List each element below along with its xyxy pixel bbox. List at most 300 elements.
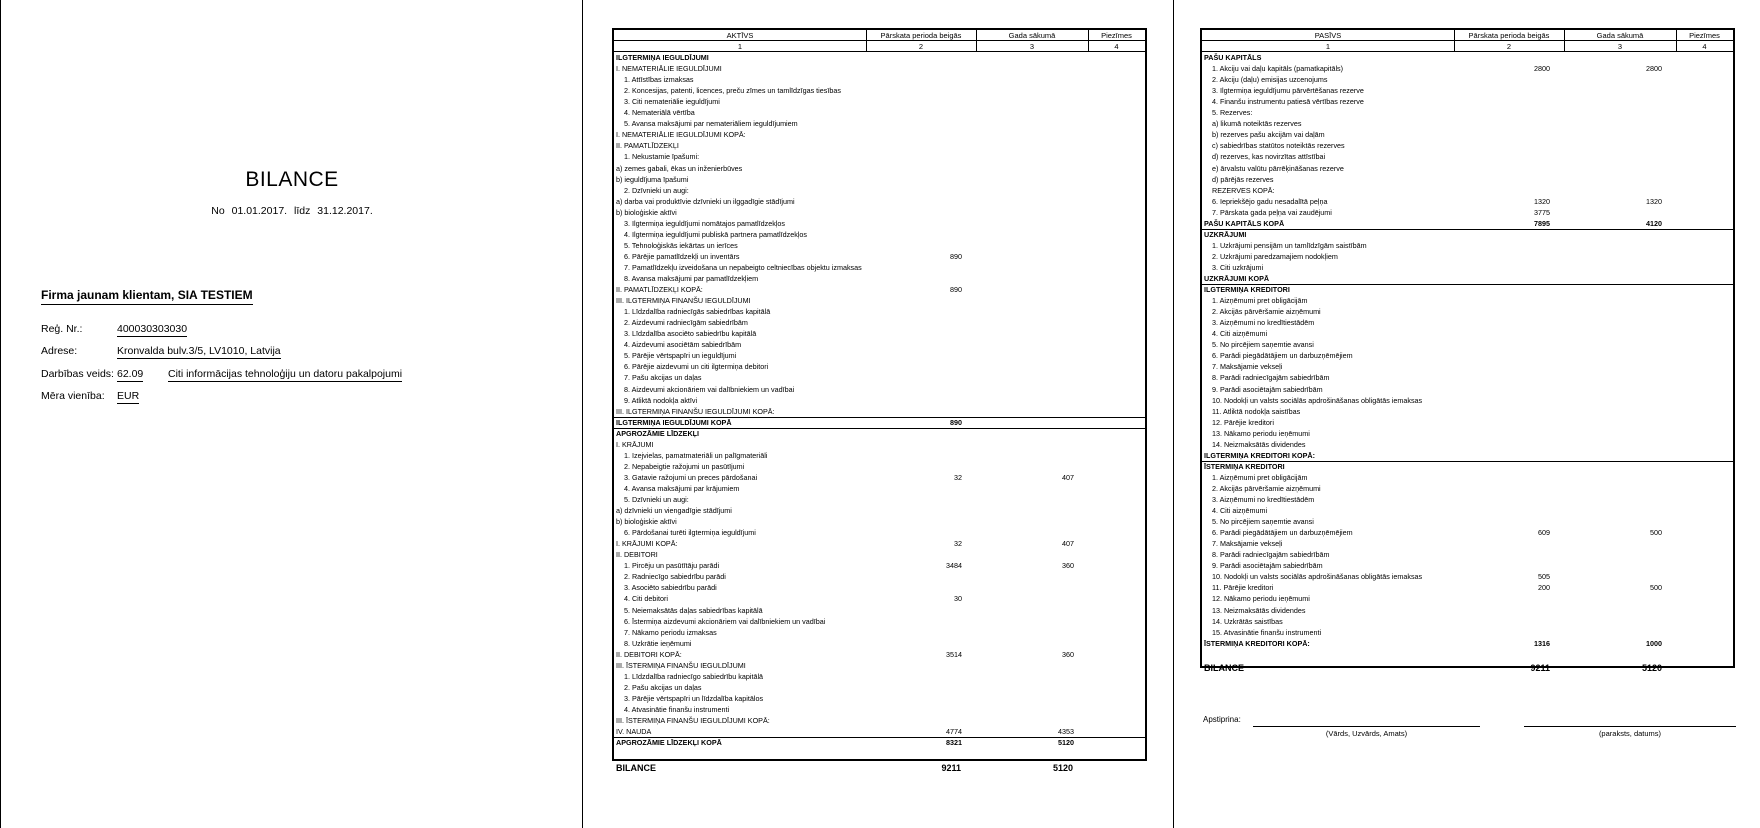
liabilities-total-label: BILANCE bbox=[1204, 663, 1244, 673]
value-period-end: 8321 bbox=[946, 738, 962, 748]
table-row bbox=[1202, 616, 1733, 627]
assets-number-row bbox=[614, 41, 1145, 52]
table-row bbox=[1202, 196, 1733, 207]
row-label: III. ĪSTERMIŅA FINANŠU IEGULDĪJUMI KOPĀ: bbox=[616, 716, 770, 725]
table-row bbox=[1202, 284, 1733, 295]
row-label: 6. Pārdošanai turēti ilgtermiņa ieguldījumi bbox=[624, 528, 756, 538]
value-period-end: 3484 bbox=[946, 561, 962, 571]
table-row bbox=[1202, 582, 1733, 593]
table-row bbox=[614, 372, 1145, 383]
row-label: 12. Nākamo periodu ieņēmumi bbox=[1212, 594, 1310, 604]
row-label: 1. Līdzdalība radniecīgās sabiedrības kapitālā bbox=[624, 307, 771, 317]
row-label: 6. Parādi piegādātājiem un darbuzņēmējiem bbox=[1212, 351, 1353, 361]
value-year-start: 360 bbox=[1062, 561, 1074, 571]
table-row bbox=[1202, 96, 1733, 107]
liabilities-num-4: 4 bbox=[1702, 42, 1707, 51]
row-label: b) ieguldījuma īpašumi bbox=[616, 174, 689, 184]
value-year-start: 2800 bbox=[1646, 64, 1662, 74]
table-row bbox=[1202, 395, 1733, 406]
unit-value: EUR bbox=[117, 390, 140, 402]
liabilities-col-notes: Piezīmes bbox=[1689, 31, 1720, 40]
value-year-start: 5120 bbox=[1058, 738, 1074, 748]
row-label: 1. Aizņēmumi pret obligācijām bbox=[1212, 472, 1308, 482]
row-label: ILGTERMIŅA IEGULDĪJUMI bbox=[616, 53, 709, 62]
table-row bbox=[1202, 472, 1733, 483]
row-label: 3. Gatavie ražojumi un preces pārdošanai bbox=[624, 472, 758, 482]
liabilities-total-start: 5120 bbox=[1641, 663, 1662, 673]
table-row bbox=[1202, 450, 1733, 461]
table-row bbox=[614, 660, 1145, 671]
table-row bbox=[1202, 262, 1733, 273]
row-label: 4. Finanšu instrumentu patiesā vērtības rezerve bbox=[1212, 97, 1364, 107]
row-label: 13. Neizmaksātās dividendes bbox=[1212, 605, 1306, 615]
table-row bbox=[614, 649, 1145, 660]
row-label: 2. Pašu akcijas un daļas bbox=[624, 682, 702, 692]
row-label: 3. Aizņēmumi no kredītiestādēm bbox=[1212, 318, 1315, 328]
table-row bbox=[1202, 538, 1733, 549]
table-row bbox=[614, 560, 1145, 571]
table-row bbox=[614, 96, 1145, 107]
document-title: BILANCE bbox=[245, 168, 339, 191]
assets-page bbox=[582, 0, 1173, 828]
row-label: 2. Akciju (daļu) emisijas uzcenojums bbox=[1212, 75, 1328, 85]
table-row bbox=[614, 151, 1145, 162]
row-label: IV. NAUDA bbox=[616, 727, 652, 737]
row-label: 5. Neiemaksātās daļas sabiedrības kapitālā bbox=[624, 605, 763, 615]
row-label: 2. Nepabeigtie ražojumi un pasūtījumi bbox=[624, 461, 745, 471]
table-row bbox=[614, 483, 1145, 494]
table-row bbox=[614, 527, 1145, 538]
row-label: 1. Attīstības izmaksas bbox=[624, 75, 694, 85]
company-name: Firma jaunam klientam, SIA TESTIEM bbox=[41, 288, 253, 305]
table-row bbox=[1202, 605, 1733, 616]
table-row bbox=[614, 571, 1145, 582]
table-row bbox=[614, 306, 1145, 317]
table-row bbox=[614, 638, 1145, 649]
row-label: 2. Radniecīgo sabiedrību parādi bbox=[624, 572, 726, 582]
row-label: 3. Ilgtermiņa ieguldījumi nomātajos pamatlīdzekļos bbox=[624, 218, 785, 228]
value-year-start: 500 bbox=[1650, 583, 1662, 593]
table-row bbox=[1202, 638, 1733, 649]
row-label: ĪSTERMIŅA KREDITORI bbox=[1204, 461, 1285, 471]
table-row bbox=[1202, 85, 1733, 96]
value-period-end: 2800 bbox=[1534, 64, 1550, 74]
row-label: 3. Aizņēmumi no kredītiestādēm bbox=[1212, 495, 1315, 504]
table-row bbox=[614, 229, 1145, 240]
table-row bbox=[614, 704, 1145, 715]
row-label: e) ārvalstu valūtu pārrēķināšanas rezerve bbox=[1212, 163, 1344, 173]
row-label: 3. Līdzdalība asociēto sabiedrību kapitālā bbox=[624, 329, 757, 339]
table-row bbox=[614, 505, 1145, 516]
liabilities-col-end: Pārskata perioda beigās bbox=[1468, 31, 1550, 40]
liabilities-header-row bbox=[1202, 30, 1733, 41]
table-row bbox=[1202, 372, 1733, 383]
period-to: 31.12.2017. bbox=[317, 205, 373, 217]
row-label: II. PAMATLĪDZEKĻI bbox=[616, 141, 679, 151]
table-row bbox=[1202, 428, 1733, 439]
row-label: 2. Aizdevumi radniecīgām sabiedrībām bbox=[624, 318, 748, 328]
assets-table bbox=[612, 28, 1147, 761]
table-row bbox=[1202, 107, 1733, 118]
table-row bbox=[614, 671, 1145, 682]
table-row bbox=[1202, 63, 1733, 74]
row-label: APGROZĀMIE LĪDZEKĻI KOPĀ bbox=[616, 738, 722, 748]
table-row bbox=[1202, 549, 1733, 560]
table-row bbox=[1202, 129, 1733, 140]
table-row bbox=[1202, 229, 1733, 240]
assets-col-end: Pārskata perioda beigās bbox=[880, 31, 962, 40]
row-label: 4. Avansa maksājumi par krājumiem bbox=[624, 483, 740, 493]
row-label: 1. Izejvielas, pamatmateriāli un palīgmateriāli bbox=[624, 450, 768, 460]
table-row bbox=[614, 273, 1145, 284]
table-row bbox=[614, 516, 1145, 527]
sign-name-caption: (Vārds, Uzvārds, Amats) bbox=[1325, 729, 1408, 738]
assets-col-start: Gada sākumā bbox=[1008, 31, 1056, 40]
row-label: 2. Dzīvnieki un augi: bbox=[624, 185, 689, 195]
value-period-end: 200 bbox=[1538, 583, 1550, 593]
table-row bbox=[614, 185, 1145, 196]
table-row bbox=[614, 129, 1145, 140]
row-label: b) bioloģiskie aktīvi bbox=[616, 517, 677, 527]
table-row bbox=[1202, 494, 1733, 505]
row-label: 6. Pārējie pamatlīdzekļi un inventārs bbox=[624, 251, 740, 261]
assets-col-title: AKTĪVS bbox=[726, 31, 754, 40]
table-row bbox=[614, 118, 1145, 129]
table-row bbox=[614, 726, 1145, 737]
row-label: II. DEBITORI bbox=[616, 550, 658, 560]
row-label: 8. Parādi radniecīgajām sabiedrībām bbox=[1212, 373, 1330, 383]
row-label: I. KRĀJUMI bbox=[616, 439, 654, 449]
row-label: 3. Citi uzkrājumi bbox=[1212, 262, 1264, 272]
row-label: 10. Nodokļi un valsts sociālās apdrošināšanas obligātās iemaksas bbox=[1212, 395, 1423, 405]
value-period-end: 890 bbox=[950, 285, 962, 295]
row-label: 6. Parādi piegādātājiem un darbuzņēmējiem bbox=[1212, 528, 1353, 538]
row-label: 5. No pircējiem saņemtie avansi bbox=[1212, 340, 1314, 350]
row-label: 1. Līdzdalība radniecīgo sabiedrību kapitālā bbox=[624, 671, 764, 681]
row-label: 11. Pārējie kreditori bbox=[1212, 583, 1274, 593]
row-label: REZERVES KOPĀ: bbox=[1212, 185, 1275, 195]
row-label: II. DEBITORI KOPĀ: bbox=[616, 649, 682, 659]
table-row bbox=[614, 439, 1145, 450]
assets-header-row bbox=[614, 30, 1145, 41]
liabilities-num-1: 1 bbox=[1325, 42, 1331, 51]
reporting-period bbox=[1, 205, 583, 217]
row-label: 4. Nemateriālā vērtība bbox=[624, 108, 695, 118]
assets-total-start: 5120 bbox=[1052, 763, 1073, 773]
row-label: 9. Parādi asociētajām sabiedrībām bbox=[1212, 561, 1323, 571]
row-label: d) pārējās rezerves bbox=[1212, 174, 1274, 184]
table-row bbox=[614, 627, 1145, 638]
row-label: 9. Parādi asociētajām sabiedrībām bbox=[1212, 384, 1323, 394]
row-label: 5. Dzīvnieki un augi: bbox=[624, 495, 689, 504]
period-from-label: No bbox=[211, 205, 225, 217]
row-label: I. NEMATERIĀLIE IEGULDĪJUMI KOPĀ: bbox=[616, 130, 746, 140]
period-to-label: līdz bbox=[294, 205, 311, 217]
row-label: 14. Uzkrātās saistības bbox=[1212, 616, 1283, 626]
row-label: III. ĪSTERMIŅA FINANŠU IEGULDĪJUMI bbox=[616, 660, 746, 670]
row-label: 5. Pārējie vērtspapīri un ieguldījumi bbox=[624, 351, 737, 361]
liabilities-number-row bbox=[1202, 41, 1733, 52]
value-year-start: 500 bbox=[1650, 528, 1662, 538]
table-row bbox=[614, 350, 1145, 361]
row-label: 7. Pašu akcijas un daļas bbox=[624, 373, 702, 383]
row-label: UZKRĀJUMI KOPĀ bbox=[1204, 274, 1270, 283]
liabilities-total-end: 9211 bbox=[1530, 663, 1550, 673]
period-from: 01.01.2017. bbox=[231, 205, 288, 217]
row-label: 4. Aizdevumi asociētām sabiedrībām bbox=[624, 340, 742, 350]
table-row bbox=[614, 339, 1145, 350]
row-label: 6. Iepriekšējo gadu nesadalītā peļņa bbox=[1212, 196, 1328, 206]
row-label: 8. Uzkrātie ieņēmumi bbox=[624, 638, 692, 648]
table-row bbox=[614, 682, 1145, 693]
table-row bbox=[614, 693, 1145, 704]
row-label: 13. Nākamo periodu ieņēmumi bbox=[1212, 428, 1310, 438]
liabilities-num-2: 2 bbox=[1506, 42, 1512, 51]
row-label: ILGTERMIŅA IEGULDĪJUMI KOPĀ bbox=[616, 417, 732, 427]
table-row bbox=[614, 605, 1145, 616]
value-period-end: 7895 bbox=[1534, 218, 1550, 228]
table-row bbox=[614, 417, 1145, 428]
table-row bbox=[1202, 251, 1733, 262]
table-row bbox=[1202, 151, 1733, 162]
table-row bbox=[614, 472, 1145, 483]
liabilities-table bbox=[1200, 28, 1735, 668]
row-label: 2. Akcijās pārvēršamie aizņēmumi bbox=[1212, 307, 1321, 317]
row-label: PAŠU KAPITĀLS KOPĀ bbox=[1204, 218, 1285, 228]
table-row bbox=[1202, 295, 1733, 306]
table-row bbox=[1202, 174, 1733, 185]
row-label: UZKRĀJUMI bbox=[1204, 229, 1247, 239]
row-label: 7. Maksājamie vekseļi bbox=[1212, 539, 1283, 549]
table-row bbox=[1202, 273, 1733, 284]
approve-label: Apstiprina: bbox=[1203, 715, 1241, 724]
table-row bbox=[614, 328, 1145, 339]
row-label: a) zemes gabali, ēkas un inženierbūves bbox=[616, 163, 743, 173]
sign-date-caption: (paraksts, datums) bbox=[1598, 729, 1662, 738]
row-label: 2. Uzkrājumi paredzamajiem nodokļiem bbox=[1212, 251, 1338, 261]
row-label: 8. Avansa maksājumi par pamatlīdzekļiem bbox=[624, 274, 759, 283]
table-row bbox=[614, 218, 1145, 229]
row-label: 1. Aizņēmumi pret obligācijām bbox=[1212, 296, 1308, 306]
assets-num-2: 2 bbox=[918, 42, 924, 51]
address-label: Adrese: bbox=[41, 345, 78, 357]
row-label: III. ILGTERMIŅA FINANŠU IEGULDĪJUMI bbox=[616, 296, 751, 306]
row-label: 7. Pārskata gada peļņa vai zaudējumi bbox=[1212, 207, 1332, 217]
row-label: 3. Asociēto sabiedrību parādi bbox=[624, 583, 717, 593]
table-row bbox=[1202, 560, 1733, 571]
row-label: 1. Akciju vai daļu kapitāls (pamatkapitāls) bbox=[1212, 64, 1344, 74]
table-row bbox=[614, 406, 1145, 417]
row-label: 3. Pārējie vērtspapīri un līdzdalība kapitālos bbox=[624, 693, 764, 703]
table-row bbox=[614, 593, 1145, 604]
table-row bbox=[614, 74, 1145, 85]
table-row bbox=[1202, 417, 1733, 428]
table-row bbox=[614, 140, 1145, 151]
table-row bbox=[614, 538, 1145, 549]
title-page bbox=[0, 0, 582, 828]
table-row bbox=[1202, 461, 1733, 472]
unit-label: Mēra vienība: bbox=[41, 390, 105, 402]
table-row bbox=[1202, 240, 1733, 251]
table-row bbox=[1202, 140, 1733, 151]
table-row bbox=[614, 295, 1145, 306]
table-row bbox=[1202, 439, 1733, 450]
table-row bbox=[1202, 527, 1733, 538]
value-period-end: 3514 bbox=[946, 649, 962, 659]
address-value: Kronvalda bulv.3/5, LV1010, Latvija bbox=[117, 345, 281, 357]
row-label: 4. Citi aizņēmumi bbox=[1212, 506, 1268, 516]
row-label: I. KRĀJUMI KOPĀ: bbox=[616, 539, 678, 549]
value-period-end: 32 bbox=[954, 539, 962, 549]
row-label: a) darba vai produktīvie dzīvnieki un ilggadīgie stādījumi bbox=[616, 196, 795, 206]
row-label: 7. Maksājamie vekseļi bbox=[1212, 362, 1283, 372]
table-row bbox=[1202, 505, 1733, 516]
row-label: a) dzīvnieki un viengadīgie stādījumi bbox=[616, 506, 732, 516]
row-label: 11. Atliktā nodokļa saistības bbox=[1212, 406, 1301, 416]
table-row bbox=[1202, 118, 1733, 129]
table-row bbox=[614, 240, 1145, 251]
table-row bbox=[1202, 74, 1733, 85]
row-label: 2. Akcijās pārvēršamie aizņēmumi bbox=[1212, 483, 1321, 493]
assets-total-label: BILANCE bbox=[616, 763, 656, 773]
table-row bbox=[1202, 571, 1733, 582]
value-period-end: 890 bbox=[950, 417, 962, 427]
table-row bbox=[1202, 361, 1733, 372]
table-row bbox=[1202, 516, 1733, 527]
row-label: 9. Atliktā nodokļa aktīvi bbox=[624, 395, 698, 405]
table-row bbox=[1202, 306, 1733, 317]
value-year-start: 407 bbox=[1062, 472, 1074, 482]
assets-col-notes: Piezīmes bbox=[1101, 31, 1132, 40]
row-label: ILGTERMIŅA KREDITORI bbox=[1204, 285, 1290, 295]
table-row bbox=[1202, 627, 1733, 638]
row-label: 5. Rezerves: bbox=[1212, 108, 1253, 118]
liabilities-col-title: PASĪVS bbox=[1314, 31, 1342, 40]
table-row bbox=[614, 262, 1145, 273]
row-label: ĪSTERMIŅA KREDITORI KOPĀ: bbox=[1204, 638, 1310, 648]
row-label: 1. Pircēju un pasūtītāju parādi bbox=[624, 561, 720, 571]
row-label: 5. Avansa maksājumi par nemateriāliem ieguldījumiem bbox=[624, 119, 798, 129]
table-row bbox=[614, 549, 1145, 560]
row-label: b) bioloģiskie aktīvi bbox=[616, 207, 677, 217]
table-row bbox=[1202, 483, 1733, 494]
row-label: ILGTERMIŅA KREDITORI KOPĀ: bbox=[1204, 450, 1316, 460]
table-row bbox=[614, 461, 1145, 472]
table-row bbox=[614, 582, 1145, 593]
value-year-start: 360 bbox=[1062, 649, 1074, 659]
table-row bbox=[614, 207, 1145, 218]
table-row bbox=[1202, 350, 1733, 361]
row-label: 6. Īstermiņa aizdevumi akcionāriem vai dalībniekiem un vadībai bbox=[624, 616, 826, 626]
row-label: 4. Citi debitori bbox=[624, 594, 668, 604]
table-row bbox=[614, 284, 1145, 295]
row-label: 3. Ilgtermiņa ieguldījumu pārvērtēšanas rezerve bbox=[1212, 86, 1364, 96]
table-row bbox=[614, 384, 1145, 395]
assets-num-4: 4 bbox=[1114, 42, 1119, 51]
assets-num-1: 1 bbox=[737, 42, 743, 51]
table-row bbox=[614, 196, 1145, 207]
table-row bbox=[1202, 593, 1733, 604]
table-row bbox=[1202, 328, 1733, 339]
sign-name-line bbox=[1253, 726, 1480, 727]
table-row bbox=[1202, 185, 1733, 196]
row-label: d) rezerves, kas novirzītas attīstībai bbox=[1212, 152, 1326, 162]
table-row bbox=[614, 361, 1145, 372]
value-year-start: 4120 bbox=[1646, 218, 1662, 228]
assets-num-3: 3 bbox=[1029, 42, 1035, 51]
value-year-start: 4353 bbox=[1058, 727, 1074, 737]
table-row bbox=[1202, 406, 1733, 417]
activity-code: 62.09 bbox=[117, 368, 144, 380]
table-row bbox=[614, 737, 1145, 748]
row-label: 4. Ilgtermiņa ieguldījumi publiskā partnera pamatlīdzekļos bbox=[624, 229, 807, 239]
row-label: 1. Nekustamie īpašumi: bbox=[624, 152, 700, 162]
value-year-start: 407 bbox=[1062, 539, 1074, 549]
table-row bbox=[1202, 52, 1733, 63]
row-label: 5. No pircējiem saņemtie avansi bbox=[1212, 517, 1314, 527]
table-row bbox=[614, 63, 1145, 74]
value-period-end: 4774 bbox=[946, 727, 962, 737]
row-label: 12. Pārējie kreditori bbox=[1212, 417, 1274, 427]
reg-number-value: 400030303030 bbox=[117, 323, 188, 335]
table-row bbox=[614, 163, 1145, 174]
value-year-start: 1000 bbox=[1646, 638, 1662, 648]
liabilities-page bbox=[1173, 0, 1760, 828]
value-period-end: 3775 bbox=[1534, 207, 1550, 217]
row-label: 14. Neizmaksātās dividendes bbox=[1212, 439, 1306, 449]
row-label: 8. Parādi radniecīgajām sabiedrībām bbox=[1212, 550, 1330, 560]
table-row bbox=[614, 107, 1145, 118]
table-row bbox=[614, 174, 1145, 185]
table-row bbox=[614, 395, 1145, 406]
value-period-end: 609 bbox=[1538, 528, 1550, 538]
assets-total-end: 9211 bbox=[941, 763, 961, 773]
table-row bbox=[614, 494, 1145, 505]
sign-date-line bbox=[1524, 726, 1736, 727]
row-label: 15. Atvasinātie finanšu instrumenti bbox=[1212, 627, 1322, 637]
value-period-end: 890 bbox=[950, 251, 962, 261]
row-label: 3. Citi nemateriālie ieguldījumi bbox=[624, 97, 720, 107]
row-label: II. PAMATLĪDZEKĻI KOPĀ: bbox=[616, 285, 703, 295]
table-row bbox=[1202, 218, 1733, 229]
activity-label: Darbības veids: bbox=[41, 368, 114, 380]
value-period-end: 30 bbox=[954, 594, 962, 604]
row-label: 1. Uzkrājumi pensijām un tamlīdzīgām saistībām bbox=[1212, 240, 1367, 250]
row-label: I. NEMATERIĀLIE IEGULDĪJUMI bbox=[616, 64, 722, 74]
table-row bbox=[614, 251, 1145, 262]
table-row bbox=[1202, 163, 1733, 174]
table-row bbox=[614, 616, 1145, 627]
row-label: PAŠU KAPITĀLS bbox=[1204, 53, 1262, 62]
table-row bbox=[1202, 317, 1733, 328]
table-row bbox=[614, 85, 1145, 96]
liabilities-num-3: 3 bbox=[1617, 42, 1623, 51]
value-period-end: 1320 bbox=[1534, 196, 1550, 206]
table-row bbox=[614, 52, 1145, 63]
reg-number-label: Reģ. Nr.: bbox=[41, 323, 83, 335]
liabilities-col-start: Gada sākumā bbox=[1596, 31, 1644, 40]
table-row bbox=[1202, 384, 1733, 395]
value-period-end: 505 bbox=[1538, 572, 1550, 582]
row-label: c) sabiedrības statūtos noteiktās rezerves bbox=[1212, 141, 1345, 151]
table-row bbox=[1202, 339, 1733, 350]
value-year-start: 1320 bbox=[1646, 196, 1662, 206]
row-label: b) rezerves pašu akcijām vai daļām bbox=[1212, 130, 1325, 140]
row-label: 7. Nākamo periodu izmaksas bbox=[624, 627, 717, 637]
row-label: 5. Tehnoloģiskās iekārtas un ierīces bbox=[624, 240, 738, 250]
row-label: 6. Pārējie aizdevumi un citi ilgtermiņa debitori bbox=[624, 362, 769, 372]
row-label: 2. Koncesijas, patenti, licences, preču zīmes un tamlīdzīgas tiesības bbox=[624, 86, 841, 96]
